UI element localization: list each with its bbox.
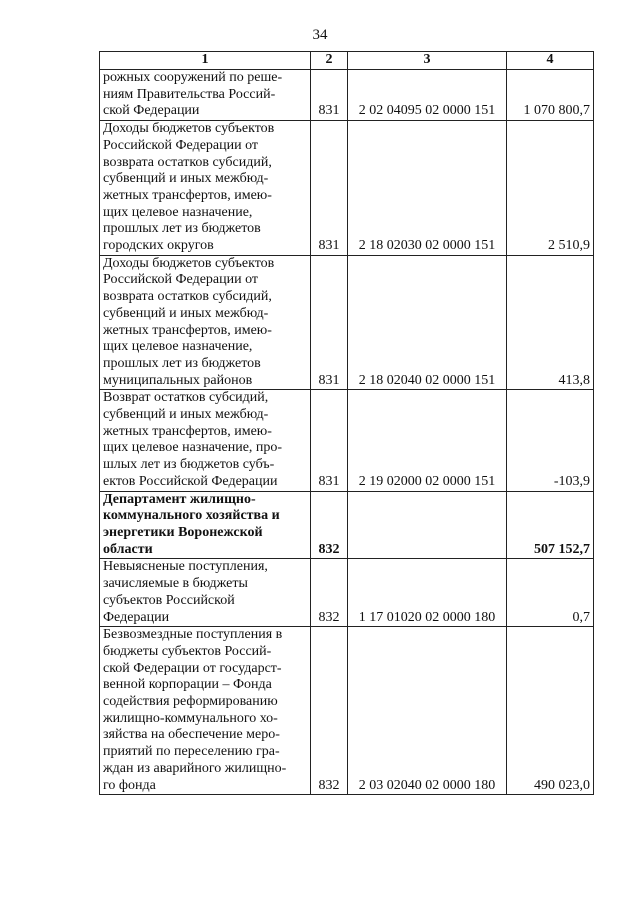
row-name-line: прошлых лет из бюджетов [103, 355, 261, 371]
row-name-line: зяйства на обеспечение меро- [103, 727, 280, 743]
row-amount: 490 023,0 [507, 627, 594, 795]
row-name-line: рожных сооружений по реше- [103, 70, 283, 85]
row-name-line: зачисляемые в бюджеты [103, 576, 248, 592]
row-name [100, 559, 311, 627]
row-name-line: ждан из аварийного жилищно- [103, 760, 287, 776]
row-name-line: бюджеты субъектов Россий- [103, 643, 272, 659]
row-name-line: Федерации [103, 609, 170, 625]
row-name-line: Департамент жилищно- [103, 491, 256, 507]
row-budget-code [348, 491, 507, 559]
row-name-line: Российской Федерации от [103, 137, 259, 153]
header-col-1: 1 [100, 52, 311, 70]
row-budget-code: 2 02 04095 02 0000 151 [348, 70, 507, 121]
header-row [100, 52, 594, 70]
row-name-line: Российской Федерации от [103, 272, 259, 288]
row-name-line: субъектов Российской [103, 592, 235, 608]
row-admin-code: 832 [311, 627, 348, 795]
header-col-2: 2 [311, 52, 348, 70]
row-name-line: щих целевое назначение, [103, 339, 253, 355]
table-row [100, 255, 594, 390]
row-admin-code: 831 [311, 70, 348, 121]
row-name [100, 255, 311, 390]
table-row [100, 491, 594, 559]
row-name-line: жетных трансфертов, имею- [103, 187, 272, 203]
table-body [100, 70, 594, 795]
row-name-line: Безвозмездные поступления в [103, 627, 283, 643]
row-budget-code: 2 18 02040 02 0000 151 [348, 255, 507, 390]
row-name-line: субвенций и иных межбюд- [103, 305, 269, 321]
row-name-line: Возврат остатков субсидий, [103, 390, 269, 406]
row-admin-code: 831 [311, 255, 348, 390]
row-name [100, 491, 311, 559]
row-name-line: Доходы бюджетов субъектов [103, 255, 275, 271]
row-name-line: го фонда [103, 777, 156, 793]
row-budget-code: 2 19 02000 02 0000 151 [348, 390, 507, 491]
row-name-line: щих целевое назначение, [103, 204, 253, 220]
row-amount: 413,8 [507, 255, 594, 390]
header-col-3: 3 [348, 52, 507, 70]
table-row [100, 627, 594, 795]
table-row [100, 70, 594, 121]
row-name-line: щих целевое назначение, про- [103, 440, 283, 456]
table-row [100, 121, 594, 256]
row-name-line: приятий по переселению гра- [103, 744, 280, 760]
row-admin-code: 831 [311, 121, 348, 256]
row-name-line: субвенций и иных межбюд- [103, 407, 269, 423]
row-name-line: ектов Российской Федерации [103, 473, 278, 489]
row-name-line: области [103, 541, 153, 557]
row-name [100, 390, 311, 491]
row-amount: 507 152,7 [507, 491, 594, 559]
row-name-line: возврата остатков субсидий, [103, 154, 272, 170]
row-name-line: коммунального хозяйства и [103, 508, 280, 524]
row-name-line: содействия реформированию [103, 694, 278, 710]
row-name-line: субвенций и иных межбюд- [103, 171, 269, 187]
row-name-line: шлых лет из бюджетов субъ- [103, 457, 275, 473]
row-budget-code: 2 03 02040 02 0000 180 [348, 627, 507, 795]
row-admin-code: 832 [311, 559, 348, 627]
row-amount: 0,7 [507, 559, 594, 627]
row-budget-code: 1 17 01020 02 0000 180 [348, 559, 507, 627]
row-name-line: жетных трансфертов, имею- [103, 423, 272, 439]
row-amount: -103,9 [507, 390, 594, 491]
row-admin-code: 832 [311, 491, 348, 559]
row-budget-code: 2 18 02030 02 0000 151 [348, 121, 507, 256]
row-admin-code: 831 [311, 390, 348, 491]
row-amount: 2 510,9 [507, 121, 594, 256]
row-name [100, 627, 311, 795]
row-name-line: Невыясненые поступления, [103, 559, 268, 575]
row-name-line: ской Федерации от государст- [103, 660, 282, 676]
row-name-line: ниям Правительства Россий- [103, 86, 276, 102]
row-name-line: возврата остатков субсидий, [103, 289, 272, 305]
row-name-line: городских округов [103, 238, 214, 254]
row-name [100, 121, 311, 256]
table-row [100, 390, 594, 491]
page-number: 34 [312, 27, 328, 43]
header-col-4: 4 [507, 52, 594, 70]
row-name-line: жилищно-коммунального хо- [103, 710, 278, 726]
row-name-line: муниципальных районов [103, 372, 253, 388]
row-amount: 1 070 800,7 [507, 70, 594, 121]
table-row [100, 559, 594, 627]
row-name-line: жетных трансфертов, имею- [103, 322, 272, 338]
row-name-line: ской Федерации [103, 103, 200, 119]
row-name-line: венной корпорации – Фонда [103, 677, 272, 693]
row-name-line: прошлых лет из бюджетов [103, 221, 261, 237]
row-name-line: энергетики Воронежской [103, 524, 263, 540]
row-name-line: Доходы бюджетов субъектов [103, 121, 275, 137]
budget-table [99, 51, 594, 795]
row-name [100, 70, 311, 121]
